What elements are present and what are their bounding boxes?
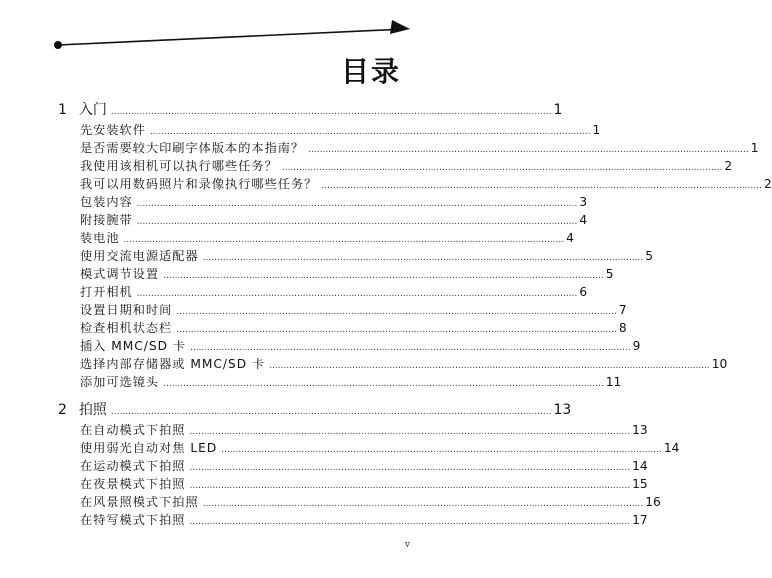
entry-label: 包装内容 (80, 195, 133, 209)
dot-leader: .......................................................................................................................................................... (321, 181, 762, 191)
toc-entry[interactable] (80, 372, 622, 392)
entry-label: 装电池 (80, 231, 120, 245)
entry-page: 4 (579, 213, 588, 227)
page-number: v (404, 540, 410, 550)
dot-leader: .......................................................................................................................................................... (281, 163, 723, 173)
entry-label: 在自动模式下拍照 (80, 423, 186, 437)
chapter-page: 13 (553, 402, 572, 418)
chapter-page: 1 (553, 102, 563, 118)
toc-entry[interactable] (80, 336, 641, 356)
page-title: 目录 (340, 55, 401, 88)
dot-leader: .......................................................................................................................................................... (136, 217, 578, 227)
dot-leader: .......................................................................................................................................................... (189, 517, 631, 527)
entry-label: 我使用该相机可以执行哪些任务？ (80, 159, 278, 173)
entry-label: 选择内部存储器或 MMC/SD 卡 (80, 357, 266, 371)
entry-label: 在运动模式下拍照 (80, 459, 186, 473)
entry-label: 先安装软件 (80, 123, 146, 137)
entry-label: 使用交流电源适配器 (80, 249, 199, 263)
chapter-number: 1 (58, 102, 67, 118)
rule-arrowhead (390, 20, 410, 34)
dot-leader: .......................................................................................................................................................... (163, 379, 604, 389)
entry-label: 我可以用数码照片和录像执行哪些任务？ (80, 177, 318, 191)
toc-entry[interactable] (80, 300, 627, 320)
dot-leader: .......................................................................................................................................................... (189, 463, 631, 473)
entry-label: 设置日期和时间 (80, 303, 173, 317)
entry-page: 7 (618, 303, 627, 317)
dot-leader: .......................................................................................................................................................... (136, 289, 578, 299)
toc-entry[interactable] (80, 282, 588, 302)
toc-entry[interactable] (80, 120, 601, 140)
toc-entry[interactable] (80, 510, 648, 530)
entry-page: 13 (632, 423, 648, 437)
entry-label: 检查相机状态栏 (80, 321, 173, 335)
dot-leader: .......................................................................................................................................................... (221, 445, 662, 455)
entry-label: 使用弱光自动对焦 LED (80, 441, 218, 455)
chapter-title: 入门 (78, 102, 107, 118)
toc-entry[interactable] (80, 228, 574, 248)
entry-label: 是否需要较大印刷字体版本的本指南？ (80, 141, 305, 155)
entry-page: 1 (592, 123, 601, 137)
dot-leader: .......................................................................................................................................................... (308, 145, 749, 155)
toc-chapter[interactable] (58, 100, 563, 120)
entry-label: 添加可选镜头 (80, 375, 160, 389)
entry-label: 附接腕带 (80, 213, 133, 227)
entry-label: 打开相机 (80, 285, 133, 299)
toc-entry[interactable] (80, 438, 680, 458)
entry-page: 14 (632, 459, 648, 473)
toc-entry[interactable] (80, 174, 772, 194)
toc-entry[interactable] (80, 156, 733, 176)
dot-leader: .......................................................................................................................................................... (163, 271, 604, 281)
entry-page: 3 (579, 195, 588, 209)
toc-entry[interactable] (80, 456, 648, 476)
entry-label: 在特写模式下拍照 (80, 513, 186, 527)
entry-page: 2 (763, 177, 772, 191)
dot-leader: .......................................................................................................................................................... (202, 499, 644, 509)
entry-page: 14 (663, 441, 680, 455)
entry-page: 16 (645, 495, 661, 509)
dot-leader: .......................................................................................................................................................... (110, 107, 552, 117)
toc-entry[interactable] (80, 210, 588, 230)
entry-page: 10 (711, 357, 728, 371)
entry-page: 6 (579, 285, 588, 299)
dot-leader: .......................................................................................................................................................... (110, 407, 552, 417)
entry-page: 17 (632, 513, 648, 527)
entry-page: 8 (618, 321, 627, 335)
dot-leader: .......................................................................................................................................................... (176, 325, 617, 335)
entry-page: 15 (632, 477, 648, 491)
toc-entry[interactable] (80, 420, 648, 440)
toc-entry[interactable] (80, 138, 759, 158)
toc-entry[interactable] (80, 264, 614, 284)
toc-entry[interactable] (80, 474, 648, 494)
dot-leader: .......................................................................................................................................................... (190, 343, 631, 353)
toc-chapter[interactable] (58, 400, 572, 420)
rule-line (58, 29, 406, 45)
entry-page: 5 (605, 267, 614, 281)
toc-entry[interactable] (80, 192, 588, 212)
entry-label: 插入 MMC/SD 卡 (80, 339, 187, 353)
dot-leader: .......................................................................................................................................................... (136, 199, 578, 209)
entry-label: 在夜景模式下拍照 (80, 477, 186, 491)
dot-leader: .......................................................................................................................................................... (189, 481, 631, 491)
entry-page: 2 (724, 159, 733, 173)
dot-leader: .......................................................................................................................................................... (123, 235, 565, 245)
toc-entry[interactable] (80, 318, 627, 338)
entry-label: 在风景照模式下拍照 (80, 495, 199, 509)
entry-page: 9 (632, 339, 641, 353)
entry-page: 4 (566, 231, 574, 245)
dot-leader: .......................................................................................................................................................... (269, 361, 710, 371)
entry-page: 5 (645, 249, 654, 263)
entry-page: 11 (605, 375, 622, 389)
dot-leader: .......................................................................................................................................................... (189, 427, 631, 437)
dot-leader: .......................................................................................................................................................... (202, 253, 644, 263)
toc-entry[interactable] (80, 354, 728, 374)
toc-entry[interactable] (80, 492, 661, 512)
chapter-number: 2 (58, 402, 67, 418)
dot-leader: .......................................................................................................................................................... (149, 127, 591, 137)
dot-leader: .......................................................................................................................................................... (176, 307, 617, 317)
toc-entry[interactable] (80, 246, 654, 266)
chapter-title: 拍照 (78, 402, 107, 418)
entry-label: 模式调节设置 (80, 267, 160, 281)
entry-page: 1 (750, 141, 759, 155)
